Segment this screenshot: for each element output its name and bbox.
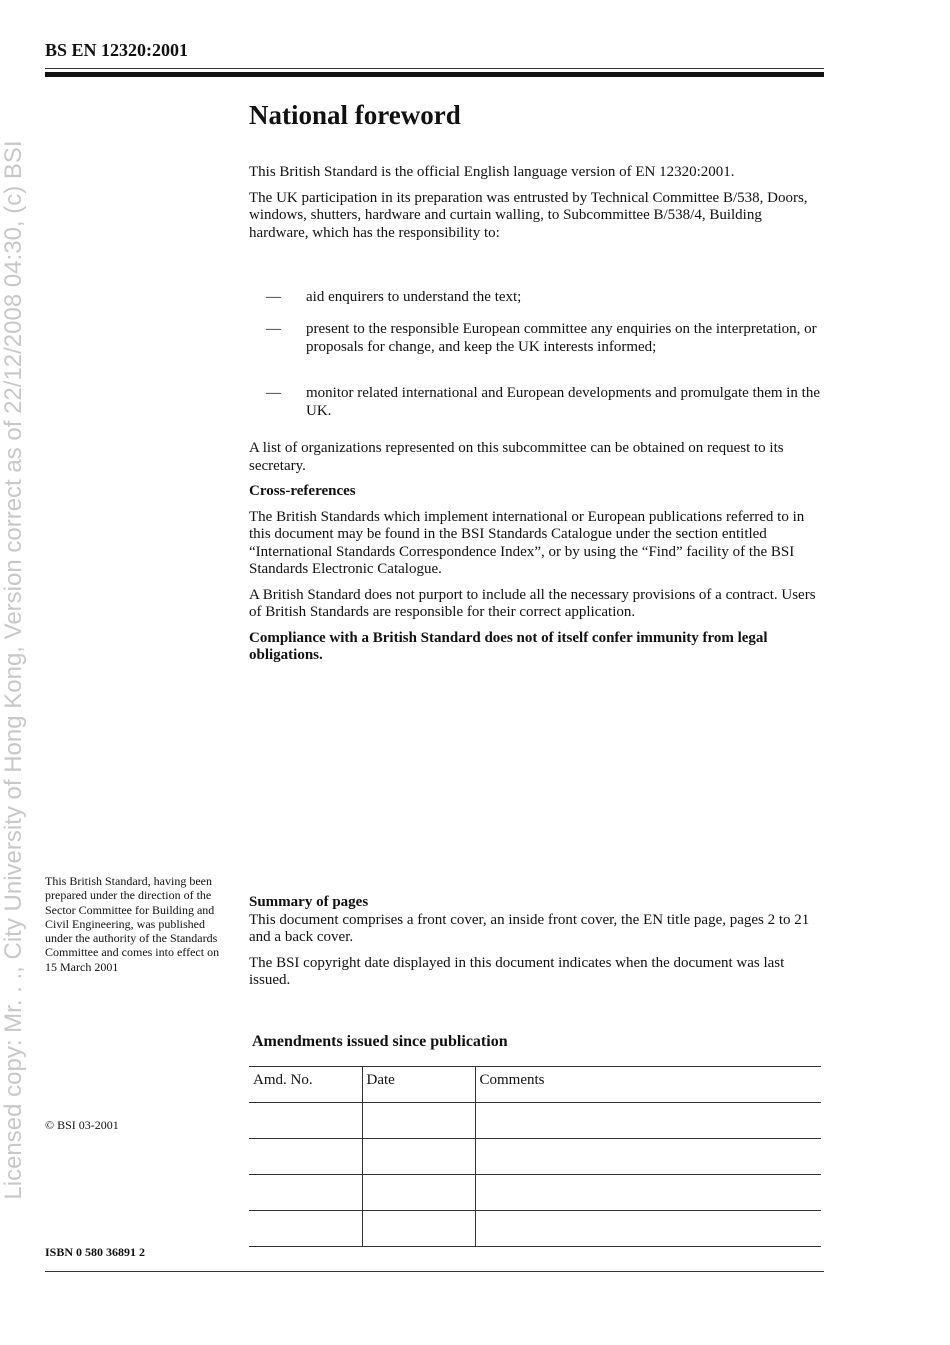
column-header-date: Date	[362, 1067, 475, 1103]
responsibility-text: aid enquirers to understand the text;	[306, 289, 522, 305]
table-cell	[475, 1103, 821, 1139]
table-header-row	[249, 1067, 821, 1103]
bullet-dash: —	[266, 289, 281, 305]
column-header-amd-no: Amd. No.	[249, 1067, 362, 1103]
responsibility-item	[249, 289, 824, 307]
publication-side-note: This British Standard, having been prepared under the direction of the Sector Committee for Building and Civil Engineering, was published under the authority of the Standards Committee and comes into effect on 15 March 2001	[45, 874, 220, 974]
table-row	[249, 1103, 821, 1139]
table-row	[249, 1211, 821, 1247]
amendments-table	[249, 1066, 821, 1247]
organizations-paragraph: A list of organizations represented on this subcommittee can be obtained on request to its secretary.	[249, 440, 784, 474]
isbn-number: ISBN 0 580 36891 2	[45, 1245, 146, 1259]
header-rule-thick	[45, 72, 824, 77]
bullet-dash: —	[266, 321, 281, 337]
table-cell	[249, 1103, 362, 1139]
cross-references-block	[249, 440, 824, 665]
responsibility-text: monitor related international and European developments and promulgate them in the UK.	[306, 385, 821, 419]
document-header-title: BS EN 12320:2001	[45, 40, 189, 60]
licensed-copy-watermark: Licensed copy: Mr. . ., City University of Hong Kong, Version correct as of 22/12/2008 04:30, (c) BSI	[0, 140, 27, 1200]
column-header-comments: Comments	[475, 1067, 821, 1103]
table-cell	[362, 1139, 475, 1175]
table-cell	[362, 1211, 475, 1247]
copyright-date-paragraph: The BSI copyright date displayed in this document indicates when the document was last issued.	[249, 954, 785, 988]
responsibility-item	[249, 321, 824, 356]
cross-references-heading: Cross-references	[249, 483, 356, 499]
amendments-title: Amendments issued since publication	[252, 1033, 508, 1050]
table-cell	[362, 1175, 475, 1211]
page-title: National foreword	[249, 100, 461, 130]
footer-rule	[45, 1271, 824, 1272]
contract-paragraph: A British Standard does not purport to include all the necessary provisions of a contract. Users of British Standards are responsible for their correct application.	[249, 586, 816, 620]
responsibility-item	[249, 385, 824, 420]
table-cell	[475, 1139, 821, 1175]
table-cell	[249, 1139, 362, 1175]
header-rule-thin	[45, 68, 824, 69]
cross-references-paragraph: The British Standards which implement international or European publications referred to in this document may be found in the BSI Standards Catalogue under the section entitled “International Standards Correspondence Index”, or by using the “Find” facility of the BSI Standards Electronic Catalogue.	[249, 508, 805, 577]
intro-block	[249, 164, 824, 242]
intro-paragraph: This British Standard is the official English language version of EN 12320:2001.	[249, 164, 735, 180]
table-cell	[249, 1211, 362, 1247]
table-row	[249, 1175, 821, 1211]
participation-paragraph: The UK participation in its preparation was entrusted by Technical Committee B/538, Doors, windows, shutters, hardware and curtain walling, to Subcommittee B/538/4, Building hardware, which has the responsibility to:	[249, 189, 808, 241]
table-cell	[249, 1175, 362, 1211]
table-cell	[475, 1175, 821, 1211]
table-cell	[475, 1211, 821, 1247]
compliance-statement: Compliance with a British Standard does not of itself confer immunity from legal obligations.	[249, 629, 768, 663]
summary-block	[249, 894, 824, 990]
bullet-dash: —	[266, 385, 281, 401]
summary-paragraph: This document comprises a front cover, an inside front cover, the EN title page, pages 2 to 21 and a back cover.	[249, 911, 810, 945]
summary-heading: Summary of pages	[249, 894, 369, 910]
table-row	[249, 1139, 821, 1175]
table-cell	[362, 1103, 475, 1139]
copyright-notice: © BSI 03-2001	[45, 1118, 119, 1132]
responsibility-text: present to the responsible European committee any enquiries on the interpretation, or proposals for change, and keep the UK interests informed;	[306, 321, 817, 355]
